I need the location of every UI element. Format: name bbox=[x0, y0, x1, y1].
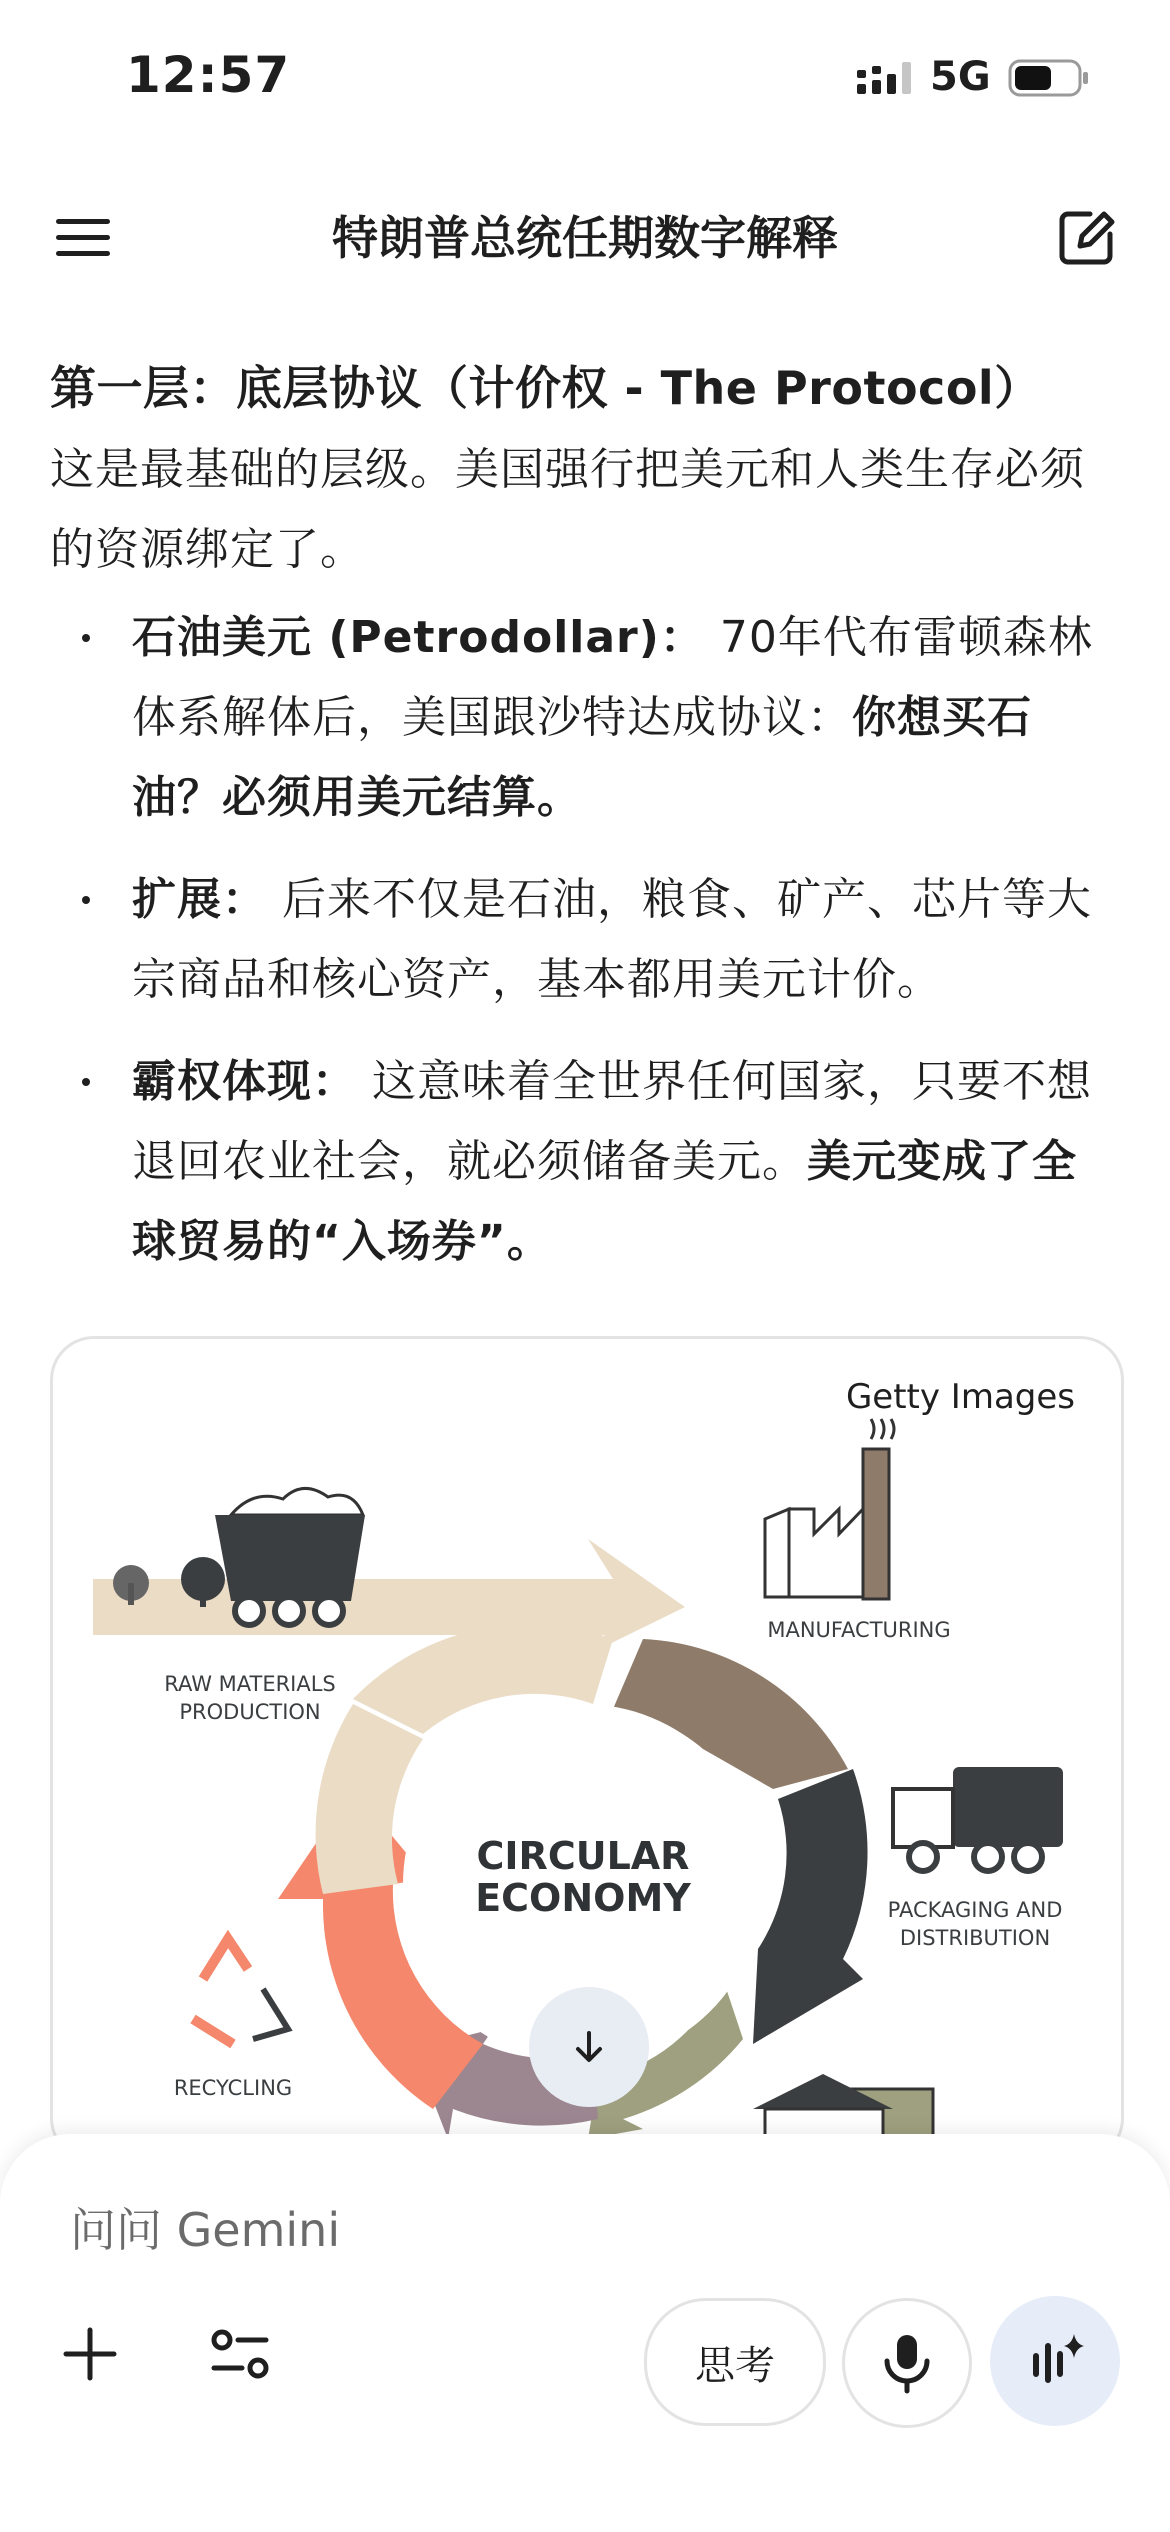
bullet-emphasis: 你想买石油？必须用美元结算。 bbox=[132, 692, 1032, 823]
microphone-button[interactable] bbox=[842, 2298, 972, 2428]
battery-icon bbox=[1008, 58, 1090, 98]
edit-icon[interactable] bbox=[1050, 202, 1122, 274]
list-item bbox=[50, 1042, 1120, 1282]
status-bar bbox=[0, 0, 1170, 150]
bullet-title: 石油美元 (Petrodollar)： bbox=[132, 612, 705, 663]
raw-materials-label-line1: RAW MATERIALS bbox=[164, 1672, 336, 1696]
plus-icon[interactable] bbox=[56, 2320, 124, 2388]
intro-paragraph: 这是最基础的层级。美国强行把美元和人类生存必须的资源绑定了。 bbox=[50, 444, 1085, 575]
response-content bbox=[50, 352, 1120, 1304]
sparkle-waveform-icon bbox=[1022, 2328, 1088, 2394]
bullet-dot bbox=[82, 1078, 90, 1086]
bullet-list bbox=[50, 598, 1120, 1282]
tools-icon[interactable] bbox=[206, 2320, 274, 2388]
center-label-line1: CIRCULAR bbox=[476, 1834, 690, 1878]
app-header bbox=[0, 180, 1170, 290]
recycling-label: RECYCLING bbox=[173, 2076, 293, 2100]
list-item bbox=[50, 598, 1120, 838]
truck-icon bbox=[893, 1767, 1063, 1871]
bullet-title: 霸权体现： bbox=[132, 1056, 357, 1107]
bullet-dot bbox=[82, 896, 90, 904]
list-item bbox=[50, 860, 1120, 1020]
center-label-line2: ECONOMY bbox=[475, 1876, 691, 1920]
bullet-text: 这意味着全世界任何国家，只要不想退回农业社会，就必须储备美元。 bbox=[132, 1056, 1092, 1187]
live-mode-button[interactable] bbox=[990, 2296, 1120, 2426]
arrow-down-icon bbox=[569, 2027, 609, 2067]
bullet-title: 扩展： bbox=[132, 874, 267, 925]
scroll-down-button[interactable] bbox=[529, 1987, 649, 2107]
image-card[interactable] bbox=[50, 1336, 1124, 2162]
bullet-dot bbox=[82, 634, 90, 642]
prompt-input[interactable] bbox=[68, 2194, 972, 2266]
microphone-icon bbox=[880, 2331, 934, 2395]
packaging-label-line1: PACKAGING AND bbox=[887, 1898, 1063, 1922]
manufacturing-label: MANUFACTURING bbox=[767, 1618, 951, 1642]
recycle-icon bbox=[193, 1939, 288, 2044]
packaging-label-line2: DISTRIBUTION bbox=[899, 1926, 1051, 1950]
cellular-signal-icon bbox=[855, 58, 915, 98]
packaging-segment bbox=[753, 1769, 868, 2044]
network-type: 5G bbox=[930, 54, 991, 100]
image-credit: Getty Images bbox=[845, 1377, 1075, 1417]
menu-icon[interactable] bbox=[48, 207, 120, 267]
bullet-emphasis: 美元变成了全球贸易的“入场券”。 bbox=[132, 1136, 1077, 1267]
bullet-text: 后来不仅是石油，粮食、矿产、芯片等大宗商品和核心资产，基本都用美元计价。 bbox=[132, 874, 1092, 1005]
raw-materials-label-line2: PRODUCTION bbox=[179, 1700, 321, 1724]
factory-icon bbox=[765, 1419, 894, 1599]
status-time: 12:57 bbox=[126, 46, 291, 104]
conversation-title[interactable]: 特朗普总统任期数字解释 bbox=[332, 211, 838, 265]
prompt-composer bbox=[0, 2134, 1170, 2532]
think-button[interactable]: 思考 bbox=[644, 2298, 826, 2426]
section-heading: 第一层：底层协议（计价权 - The Protocol） bbox=[50, 361, 1041, 415]
bullet-text: 70年代布雷顿森林体系解体后，美国跟沙特达成协议： bbox=[132, 612, 1093, 743]
